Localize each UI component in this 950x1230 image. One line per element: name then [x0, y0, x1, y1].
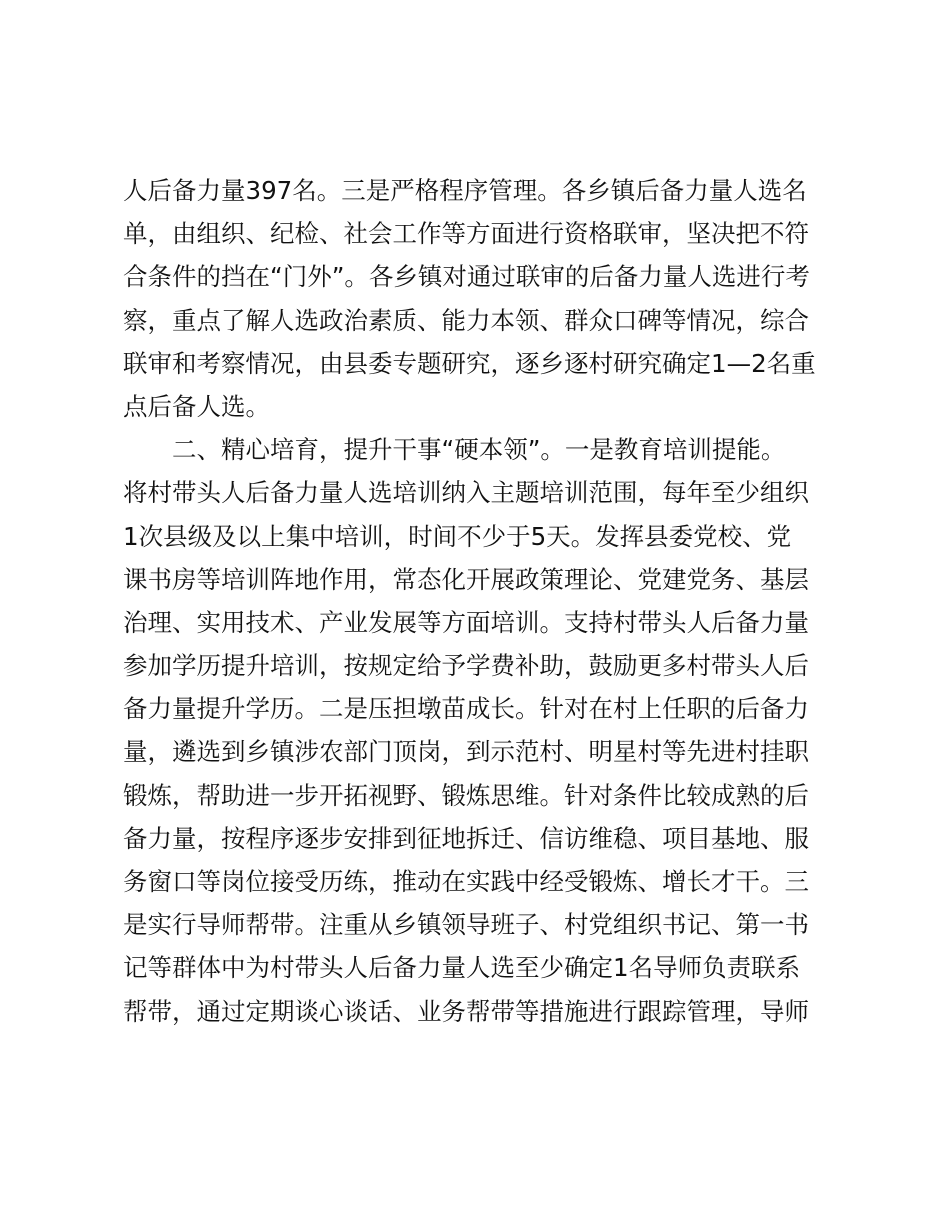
text-line: 将村带头人后备力量人选培训纳入主题培训范围，每年至少组织: [123, 478, 809, 508]
text-line: 联审和考察情况，由县委专题研究，逐乡逐村研究确定1—2名重: [123, 348, 816, 378]
text-line: 帮带，通过定期谈心谈话、业务帮带等措施进行跟踪管理，导师: [123, 996, 809, 1026]
text-line: 课书房等培训阵地作用，常态化开展政策理论、党建党务、基层: [123, 564, 809, 594]
text-line: 锻炼，帮助进一步开拓视野、锻炼思维。针对条件比较成熟的后: [123, 780, 809, 810]
text-line: 务窗口等岗位接受历练，推动在实践中经受锻炼、增长才干。三: [123, 867, 809, 896]
text-line: 单，由组织、纪检、社会工作等方面进行资格联审，坚决把不符: [123, 219, 809, 249]
text-line: 是实行导师帮带。注重从乡镇领导班子、村党组织书记、第一书: [123, 910, 809, 940]
text-line: 量，遴选到乡镇涉农部门顶岗，到示范村、明星村等先进村挂职: [123, 737, 809, 767]
text-line: 合条件的挡在“门外”。各乡镇对通过联审的后备力量人选进行考: [123, 262, 810, 292]
text-line: 记等群体中为村带头人后备力量人选至少确定1名导师负责联系: [123, 953, 801, 983]
text-line: 参加学历提升培训，按规定给予学费补助，鼓励更多村带头人后: [123, 651, 809, 681]
text-line: 点后备人选。: [123, 391, 270, 421]
text-line: 1次县级及以上集中培训，时间不少于5天。发挥县委党校、党: [123, 521, 792, 551]
text-line: 备力量提升学历。二是压担墩苗成长。针对在村上任职的后备力: [123, 694, 809, 724]
body-text: [123, 169, 843, 1033]
section-heading-line: 二、精心培育，提升干事“硬本领”。一是教育培训提能。: [172, 435, 786, 465]
text-line: 治理、实用技术、产业发展等方面培训。支持村带头人后备力量: [123, 607, 809, 637]
text-line: 人后备力量397名。三是严格程序管理。各乡镇后备力量人选名: [123, 176, 807, 205]
text-line: 备力量，按程序逐步安排到征地拆迁、信访维稳、项目基地、服: [123, 823, 809, 853]
text-line: 察，重点了解人选政治素质、能力本领、群众口碑等情况，综合: [123, 305, 809, 335]
